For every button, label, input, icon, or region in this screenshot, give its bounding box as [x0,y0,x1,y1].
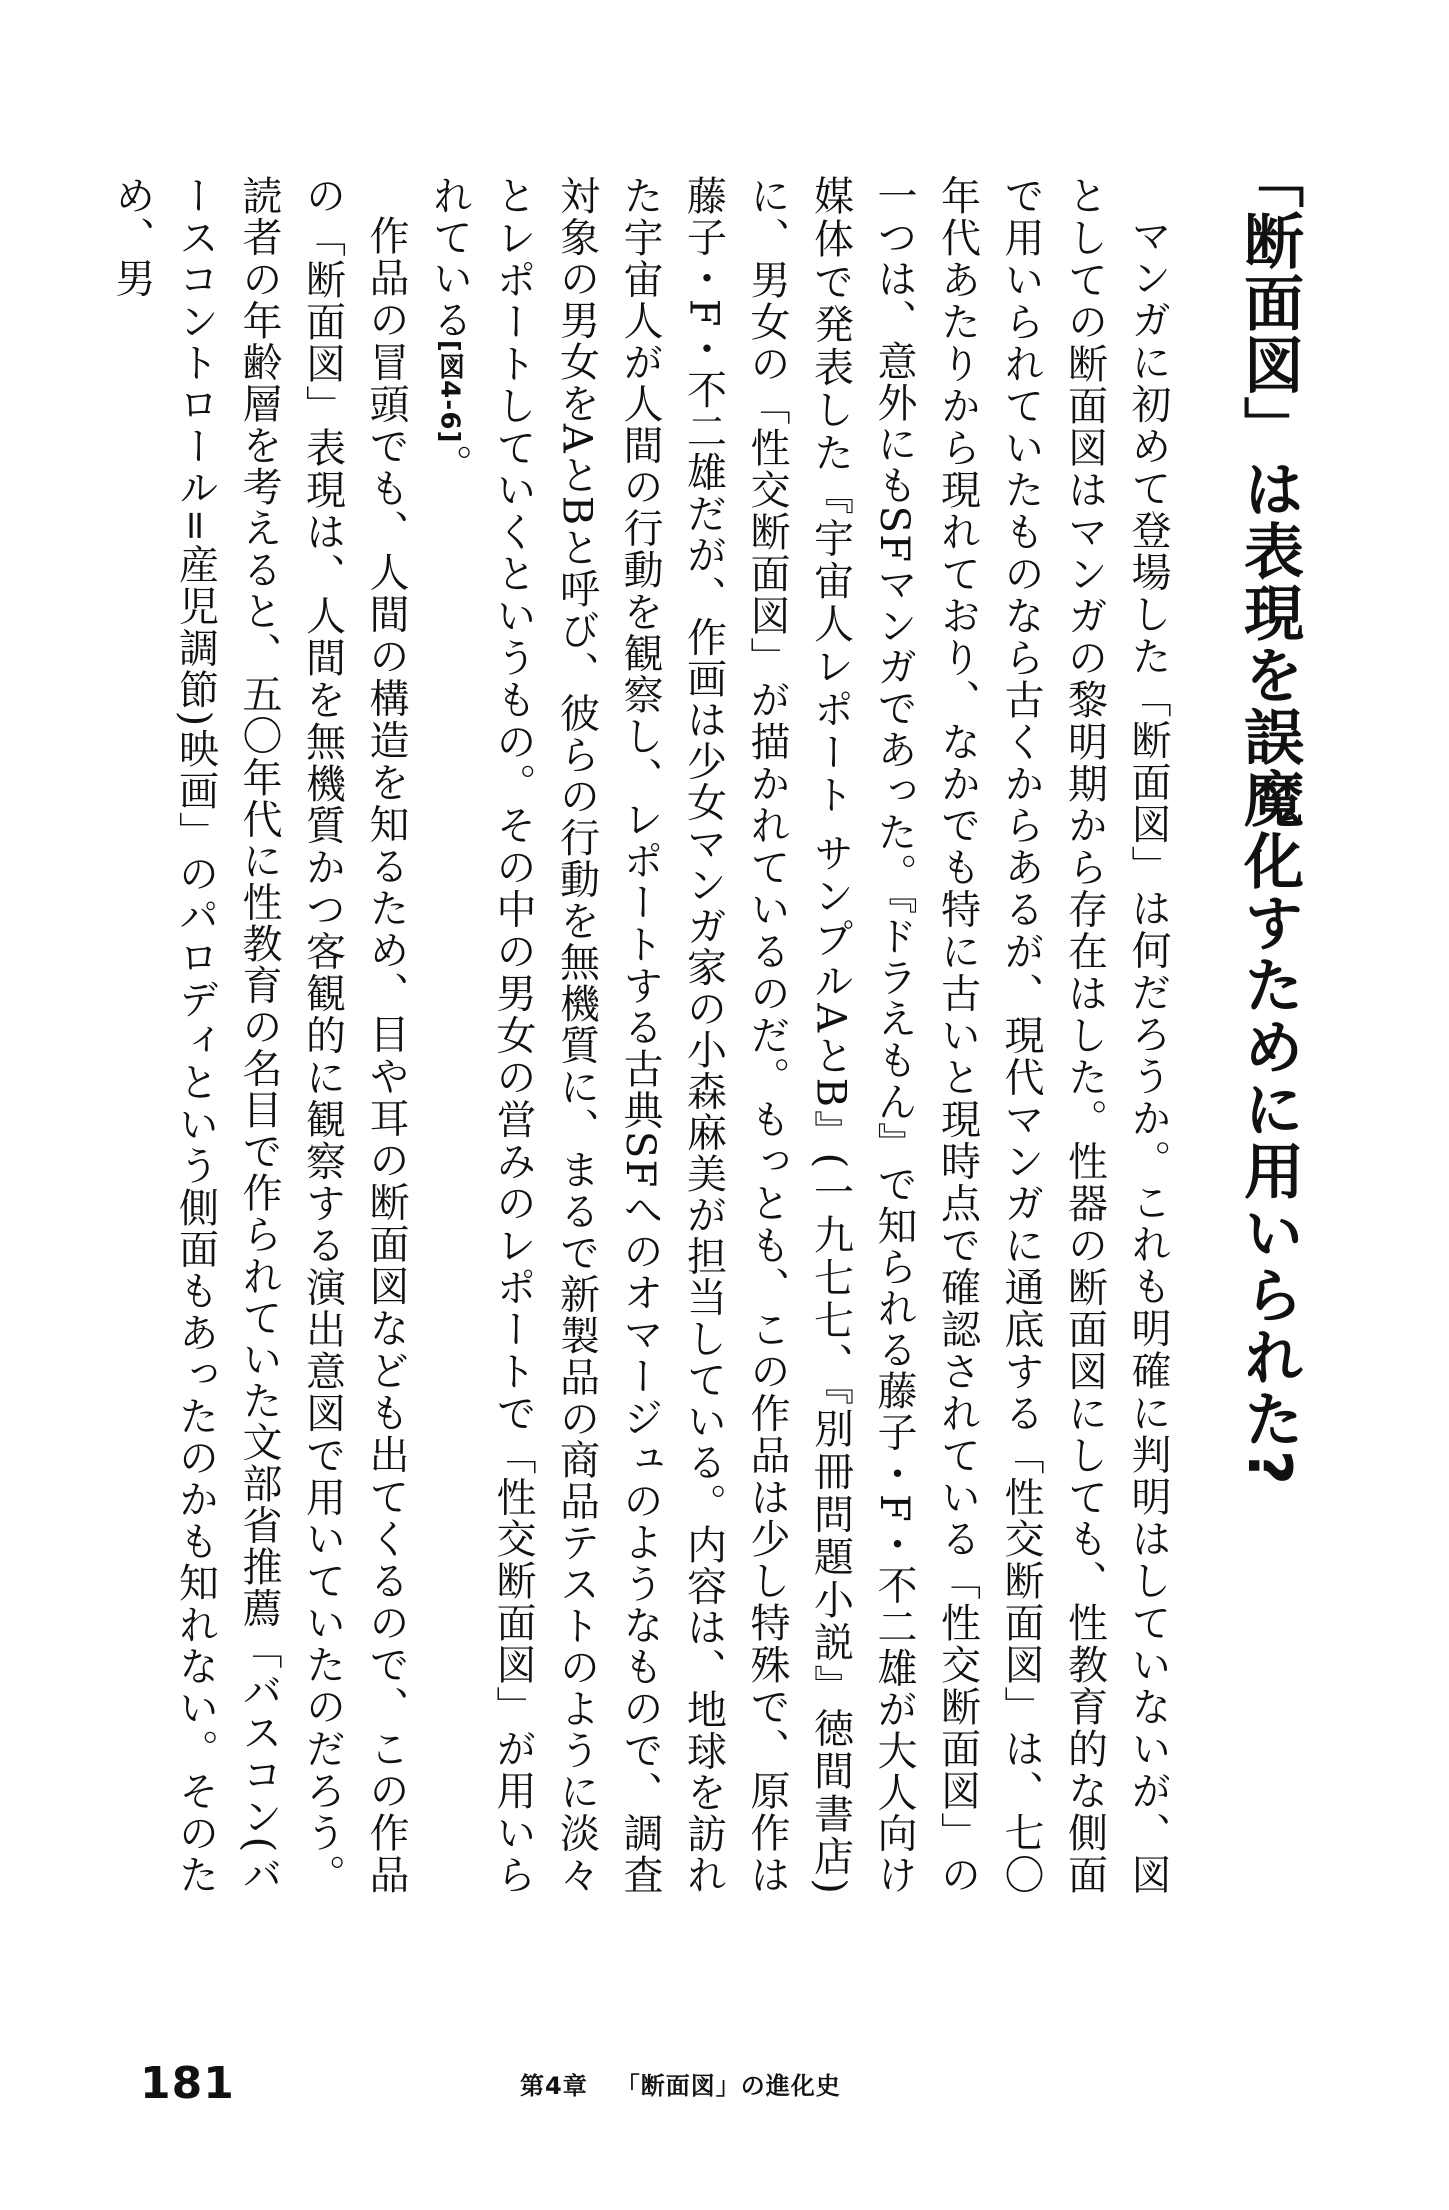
figure-reference: [図4-6] [434,339,465,444]
paragraph-2 [100,175,418,1895]
paragraph-2-text: 作品の冒頭でも、人間の構造を知るため、目や耳の断面図なども出てくるので、この作品の「断面図」表現は、人間を無機質かつ客観的に観察する演出意図で用いていたのだろう。読者の年齢層を考えると、五〇年代に性教育の名目で作られていた文部省推薦「バスコン(バースコントロール=産児調節)映画」のパロディという側面もあったのかも知れない。そのため、男 [109,175,409,1895]
chapter-title: 「断面図」の進化史 [615,2072,841,2100]
page-number: 181 [140,2058,235,2109]
body-text [109,175,1179,1895]
paragraph-1 [417,175,1179,1895]
section-heading: 「断面図」は表現を誤魔化すために用いられた? [1234,148,1304,1487]
paragraph-1-tail: 。 [426,443,473,485]
running-footer [520,2066,841,2101]
paragraph-1-text: マンガに初めて登場した「断面図」は何だろうか。これも明確に判明はしていないが、図としての断面図はマンガの黎明期から存在はした。性器の断面図にしても、性教育的な側面で用いられていたものなら古くからあるが、現代マンガに通底する「性交断面図」は、七〇年代あたりから現れており、なかでも特に古いと現時点で確認されている「性交断面図」の一つは、意外にもSFマンガであった。『ドラえもん』で知られる藤子・F・不二雄が大人向け媒体で発表した『宇宙人レポート サンプルAとB』(一九七七、『別冊問題小説』徳間書店)に、男女の「性交断面図」が描かれているのだ。もっとも、この作品は少し特殊で、原作は藤子・F・不二雄だが、作画は少女マンガ家の小森麻美が担当している。内容は、地球を訪れた宇宙人が人間の行動を観察し、レポートする古典SFへのオマージュのようなもので、調査対象の男女をAとBと呼び、彼らの行動を無機質に、まるで新製品の商品テストのように淡々とレポートしていくというもの。その中の男女の営みのレポートで「性交断面図」が用いられている [426,175,1171,1895]
chapter-label: 第4章 [520,2072,588,2100]
